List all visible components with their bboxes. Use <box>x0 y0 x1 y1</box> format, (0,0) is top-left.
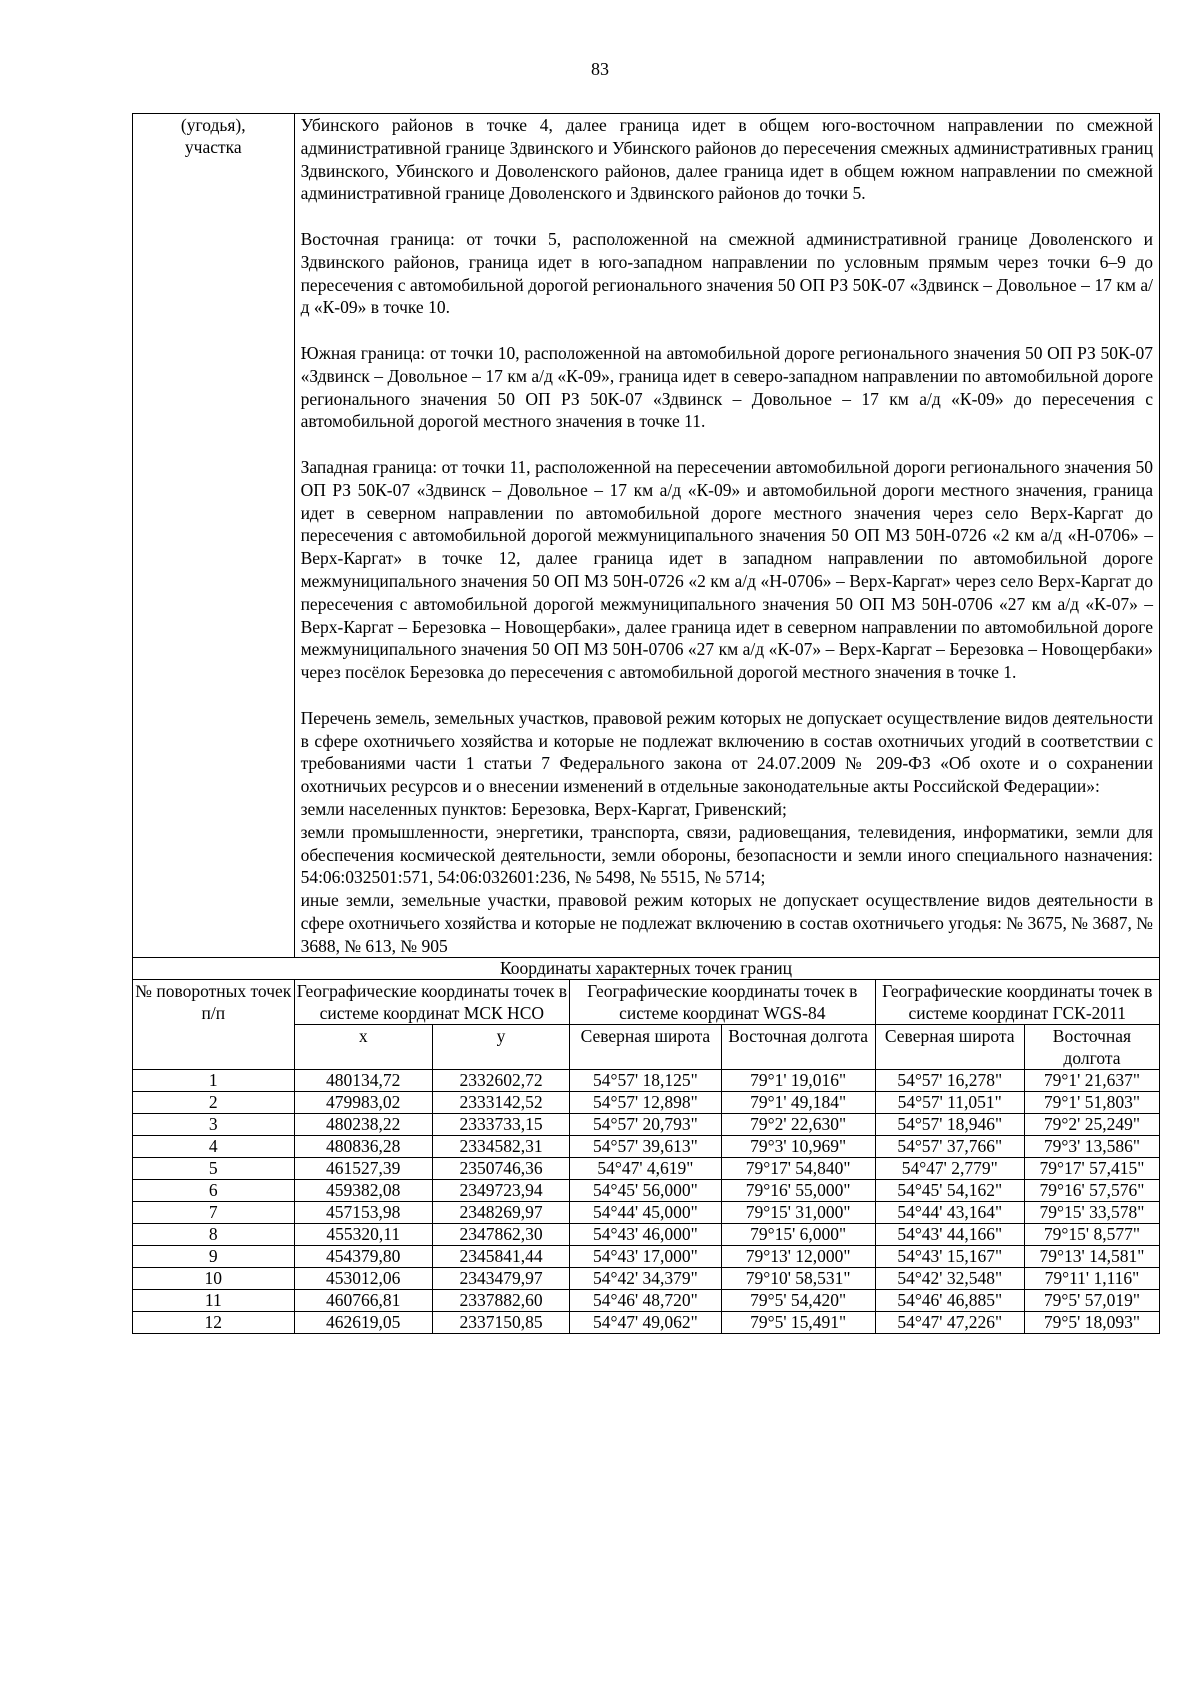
boundary-document-table <box>132 113 1160 1334</box>
table-row <box>133 1290 1160 1312</box>
header-gsk-longitude: Восточная долгота <box>1024 1025 1159 1070</box>
msk-y-cell: 2343479,97 <box>432 1268 569 1290</box>
table-row <box>133 1158 1160 1180</box>
gsk-latitude-cell: 54°44' 43,164" <box>875 1202 1024 1224</box>
gsk-latitude-cell: 54°57' 18,946" <box>875 1114 1024 1136</box>
msk-y-cell: 2349723,94 <box>432 1180 569 1202</box>
gsk-longitude-cell: 79°13' 14,581" <box>1024 1246 1159 1268</box>
wgs-longitude-cell: 79°1' 19,016" <box>721 1070 875 1092</box>
gsk-longitude-cell: 79°15' 33,578" <box>1024 1202 1159 1224</box>
gsk-latitude-cell: 54°57' 16,278" <box>875 1070 1024 1092</box>
wgs-latitude-cell: 54°43' 46,000" <box>570 1224 722 1246</box>
gsk-latitude-cell: 54°47' 47,226" <box>875 1312 1024 1334</box>
gsk-latitude-cell: 54°45' 54,162" <box>875 1180 1024 1202</box>
header-wgs-longitude: Восточная долгота <box>721 1025 875 1070</box>
gsk-longitude-cell: 79°5' 18,093" <box>1024 1312 1159 1334</box>
section-label-cell <box>133 114 295 958</box>
msk-y-cell: 2345841,44 <box>432 1246 569 1268</box>
page-number: 83 <box>591 59 609 79</box>
gsk-latitude-cell: 54°43' 44,166" <box>875 1224 1024 1246</box>
msk-y-cell: 2332602,72 <box>432 1070 569 1092</box>
restrictions-settlements: земли населенных пунктов: Березовка, Верх-Каргат, Гривенский; <box>300 798 787 819</box>
wgs-latitude-cell: 54°46' 48,720" <box>570 1290 722 1312</box>
point-number-cell: 11 <box>133 1290 295 1312</box>
msk-x-cell: 455320,11 <box>294 1224 432 1246</box>
wgs-latitude-cell: 54°43' 17,000" <box>570 1246 722 1268</box>
wgs-latitude-cell: 54°47' 4,619" <box>570 1158 722 1180</box>
section-label-line: (угодья), <box>180 115 246 135</box>
point-number-cell: 5 <box>133 1158 295 1180</box>
table-row <box>133 1114 1160 1136</box>
gsk-latitude-cell: 54°47' 2,779" <box>875 1158 1024 1180</box>
msk-x-cell: 453012,06 <box>294 1268 432 1290</box>
west-boundary-paragraph: Западная граница: от точки 11, расположенной на пересечении автомобильной дороги регионального значения 50 ОП РЗ 50К-07 «Здвинск – Довольное – 17 км а/д «К-09» и автомобильной дороги местного значения, граница идет в северном направлении по автомобильной дороге местного значения через село Верх-Каргат до пересечения с автомобильной дорогой межмуниципального значения 50 ОП МЗ 50Н-0726 «2 км а/д «Н-0706» – Верх-Каргат» в точке 12, далее граница идет в западном направлении по автомобильной дороге межмуниципального значения 50 ОП МЗ 50Н-0726 «2 км а/д «Н-0706» – Верх-Каргат» через село Верх-Каргат до пересечения с автомобильной дорогой межмуниципального значения 50 ОП МЗ 50Н-0706 «27 км а/д «К-07» – Верх-Каргат – Березовка – Новощербаки», далее граница идет в северном направлении по автомобильной дороге межмуниципального значения 50 ОП МЗ 50Н-0706 «27 км а/д «К-07» – Верх-Каргат – Березовка – Новощербаки» через посёлок Березовка до пересечения с автомобильной дорогой местного значения в точке 1. <box>300 456 1153 683</box>
gsk-latitude-cell: 54°43' 15,167" <box>875 1246 1024 1268</box>
wgs-longitude-cell: 79°16' 55,000" <box>721 1180 875 1202</box>
gsk-longitude-cell: 79°1' 21,637" <box>1024 1070 1159 1092</box>
table-row <box>133 1268 1160 1290</box>
point-number-cell: 1 <box>133 1070 295 1092</box>
wgs-longitude-cell: 79°1' 49,184" <box>721 1092 875 1114</box>
boundary-description-row <box>133 114 1160 958</box>
header-msk-nso: Географические координаты точек в системе координат МСК НСО <box>294 980 570 1025</box>
header-gsk-latitude: Северная широта <box>875 1025 1024 1070</box>
table-row <box>133 1246 1160 1268</box>
wgs-latitude-cell: 54°45' 56,000" <box>570 1180 722 1202</box>
coordinates-body <box>133 1070 1160 1334</box>
table-row <box>133 1312 1160 1334</box>
table-row <box>133 1180 1160 1202</box>
wgs-latitude-cell: 54°57' 12,898" <box>570 1092 722 1114</box>
wgs-longitude-cell: 79°15' 6,000" <box>721 1224 875 1246</box>
msk-x-cell: 457153,98 <box>294 1202 432 1224</box>
point-number-cell: 3 <box>133 1114 295 1136</box>
msk-y-cell: 2333142,52 <box>432 1092 569 1114</box>
point-number-cell: 10 <box>133 1268 295 1290</box>
msk-x-cell: 480134,72 <box>294 1070 432 1092</box>
south-boundary-paragraph: Южная граница: от точки 10, расположенной на автомобильной дороге регионального значения 50 ОП РЗ 50К-07 «Здвинск – Довольное – 17 км а/д «К-09», граница идет в северо-западном направлении по автомобильной дороге регионального значения 50 ОП РЗ 50К-07 «Здвинск – Довольное – 17 км а/д «К-09» до пересечения с автомобильной дорогой местного значения в точке 11. <box>300 342 1153 432</box>
table-row <box>133 1224 1160 1246</box>
wgs-latitude-cell: 54°47' 49,062" <box>570 1312 722 1334</box>
msk-x-cell: 459382,08 <box>294 1180 432 1202</box>
msk-y-cell: 2348269,97 <box>432 1202 569 1224</box>
wgs-longitude-cell: 79°10' 58,531" <box>721 1268 875 1290</box>
msk-y-cell: 2350746,36 <box>432 1158 569 1180</box>
table-row <box>133 1092 1160 1114</box>
wgs-longitude-cell: 79°13' 12,000" <box>721 1246 875 1268</box>
restrictions-industry: земли промышленности, энергетики, транспорта, связи, радиовещания, телевидения, информатики, земли для обеспечения космической деятельности, земли обороны, безопасности и земли иного специального назначения: 54:06:032501:571, 54:06:032601:236, № 5498, № 5515, № 5714; <box>300 821 1153 888</box>
wgs-latitude-cell: 54°57' 39,613" <box>570 1136 722 1158</box>
gsk-longitude-cell: 79°1' 51,803" <box>1024 1092 1159 1114</box>
gsk-longitude-cell: 79°2' 25,249" <box>1024 1114 1159 1136</box>
north-boundary-continuation: Убинского районов в точке 4, далее граница идет в общем юго-восточном направлении по смежной административной границе Здвинского и Убинского районов до пересечения смежных административных границ Здвинского, Убинского и Доволенского районов, далее граница идет в общем южном направлении по смежной административной границе Доволенского и Здвинского районов до точки 5. <box>300 115 1153 204</box>
point-number-cell: 7 <box>133 1202 295 1224</box>
point-number-cell: 2 <box>133 1092 295 1114</box>
table-row <box>133 1136 1160 1158</box>
wgs-longitude-cell: 79°15' 31,000" <box>721 1202 875 1224</box>
section-label-line: участка <box>184 137 242 157</box>
msk-y-cell: 2347862,30 <box>432 1224 569 1246</box>
msk-y-cell: 2333733,15 <box>432 1114 569 1136</box>
msk-x-cell: 454379,80 <box>294 1246 432 1268</box>
header-gsk2011: Географические координаты точек в системе координат ГСК-2011 <box>875 980 1159 1025</box>
gsk-longitude-cell: 79°16' 57,576" <box>1024 1180 1159 1202</box>
table-row <box>133 1202 1160 1224</box>
point-number-cell: 9 <box>133 1246 295 1268</box>
gsk-longitude-cell: 79°5' 57,019" <box>1024 1290 1159 1312</box>
wgs-longitude-cell: 79°5' 15,491" <box>721 1312 875 1334</box>
point-number-cell: 12 <box>133 1312 295 1334</box>
gsk-latitude-cell: 54°46' 46,885" <box>875 1290 1024 1312</box>
point-number-cell: 6 <box>133 1180 295 1202</box>
msk-y-cell: 2337150,85 <box>432 1312 569 1334</box>
table-row <box>133 1070 1160 1092</box>
header-wgs84: Географические координаты точек в системе координат WGS-84 <box>570 980 875 1025</box>
coordinates-header-row <box>133 980 1160 1025</box>
wgs-longitude-cell: 79°3' 10,969" <box>721 1136 875 1158</box>
header-wgs-latitude: Северная широта <box>570 1025 722 1070</box>
point-number-cell: 4 <box>133 1136 295 1158</box>
gsk-longitude-cell: 79°3' 13,586" <box>1024 1136 1159 1158</box>
restrictions-other: иные земли, земельные участки, правовой режим которых не допускает осуществление видов деятельности в сфере охотничьего хозяйства и которые не подлежат включению в состав охотничьего угодья: № 3675, № 3687, № 3688, № 613, № 905 <box>300 890 1153 956</box>
wgs-longitude-cell: 79°2' 22,630" <box>721 1114 875 1136</box>
msk-y-cell: 2334582,31 <box>432 1136 569 1158</box>
coordinates-caption: Координаты характерных точек границ <box>133 958 1160 980</box>
gsk-latitude-cell: 54°57' 37,766" <box>875 1136 1024 1158</box>
restrictions-intro: Перечень земель, земельных участков, правовой режим которых не допускает осуществление видов деятельности в сфере охотничьего хозяйства и которые не подлежат включению в состав охотничьих угодий в соответствии с требованиями части 1 статьи 7 Федерального закона от 24.07.2009 № 209-ФЗ «Об охоте и о сохранении охотничьих ресурсов и о внесении изменений в отдельные законодательные акты Российской Федерации»: <box>300 707 1153 797</box>
msk-x-cell: 462619,05 <box>294 1312 432 1334</box>
wgs-latitude-cell: 54°42' 34,379" <box>570 1268 722 1290</box>
msk-y-cell: 2337882,60 <box>432 1290 569 1312</box>
wgs-latitude-cell: 54°44' 45,000" <box>570 1202 722 1224</box>
gsk-latitude-cell: 54°42' 32,548" <box>875 1268 1024 1290</box>
point-number-cell: 8 <box>133 1224 295 1246</box>
gsk-longitude-cell: 79°11' 1,116" <box>1024 1268 1159 1290</box>
msk-x-cell: 461527,39 <box>294 1158 432 1180</box>
gsk-latitude-cell: 54°57' 11,051" <box>875 1092 1024 1114</box>
wgs-latitude-cell: 54°57' 18,125" <box>570 1070 722 1092</box>
wgs-latitude-cell: 54°57' 20,793" <box>570 1114 722 1136</box>
wgs-longitude-cell: 79°5' 54,420" <box>721 1290 875 1312</box>
header-point-number: № поворотных точек п/п <box>133 980 295 1070</box>
msk-x-cell: 480238,22 <box>294 1114 432 1136</box>
header-y: y <box>432 1025 569 1070</box>
msk-x-cell: 460766,81 <box>294 1290 432 1312</box>
wgs-longitude-cell: 79°17' 54,840" <box>721 1158 875 1180</box>
coordinates-caption-row <box>133 958 1160 980</box>
msk-x-cell: 480836,28 <box>294 1136 432 1158</box>
gsk-longitude-cell: 79°15' 8,577" <box>1024 1224 1159 1246</box>
header-x: x <box>294 1025 432 1070</box>
gsk-longitude-cell: 79°17' 57,415" <box>1024 1158 1159 1180</box>
east-boundary-paragraph: Восточная граница: от точки 5, расположенной на смежной административной границе Доволенского и Здвинского районов, граница идет в юго-западном направлении по условным прямым через точки 6–9 до пересечения с автомобильной дорогой регионального значения 50 ОП РЗ 50К-07 «Здвинск – Довольное – 17 км а/д «К-09» в точке 10. <box>300 228 1153 318</box>
msk-x-cell: 479983,02 <box>294 1092 432 1114</box>
boundary-description-cell <box>294 114 1159 958</box>
